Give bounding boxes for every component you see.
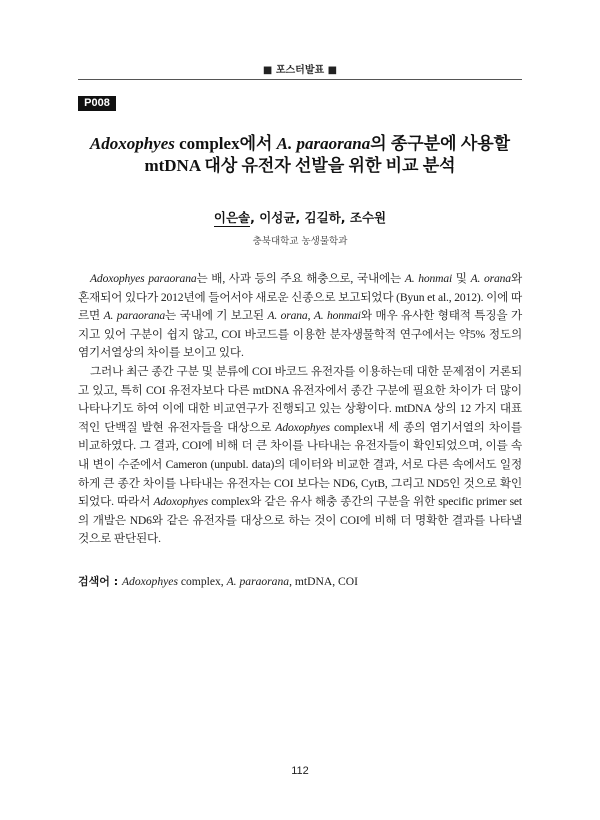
affiliation: 충북대학교 농생물학과 xyxy=(252,236,348,247)
title-segment: 의 종구분에 사용할 xyxy=(370,134,511,153)
section-header-label: ■ 포스터발표 ■ xyxy=(262,65,338,76)
italic-term: A. orana xyxy=(267,309,308,323)
text-run: complex내 세 종의 염기서열의 차이를 비교하였다. 그 결과, COI에 비해 더 큰 차이를 나타내는 유전자들이 확인되었으며, 이를 속내 변이 수준에서 Cameron (unpubl. data)의 데이터와 비교한 결과, 서로 다른 속에서도 일정하게 큰 종간 차이를 나타내는 유전자는 COI 보다는 ND6, CytB, 그리고 ND5인 것으로 확인되었다. 따라서 xyxy=(78,420,522,509)
header-divider xyxy=(78,79,522,80)
abstract-paragraph-1 xyxy=(78,270,522,363)
text-run: , mtDNA, COI xyxy=(289,575,358,588)
page-number: 112 xyxy=(291,765,309,777)
title-genus: Adoxophyes xyxy=(89,134,175,153)
text-run: 는 배, 사과 등의 주요 해충으로, 국내에는 xyxy=(196,272,405,285)
text-run: 그러나 최근 종간 구분 및 분류에 COI 바코드 유전자를 이용하는데 대한 문제점이 거론되고 있고, 특히 COI 유전자보다 다른 mtDNA 유전자에서 종간 구분에 필요한 차이가 더 많이 나타나기도 하여 이에 대한 비교연구가 진행되고 있는 상황이다. mtDNA 상의 12 가지 대표적인 단백질 발현 유전자들을 대상으로 xyxy=(78,364,522,434)
italic-term: Adoxophyes paraorana xyxy=(90,272,197,285)
text-run: 와 혼재되어 있다가 2012년에 들어서야 새로운 신종으로 보고되었다 (Byun et al., 2012). 이에 따르면 xyxy=(78,272,522,323)
text-run: 및 xyxy=(452,272,471,285)
title-species: A. paraorana xyxy=(276,134,371,153)
co-authors: , 이성균, 김길하, 조수원 xyxy=(250,210,387,225)
text-run: 와 매우 유사한 형태적 특징을 가지고 있어 구분이 쉽지 않고, COI 바코드를 이용한 분자생물학적 연구에서는 약5% 정도의 염기서열상의 차이를 보이고 있다. xyxy=(78,309,522,360)
keywords-label: 검색어 : xyxy=(78,575,122,588)
abstract-body xyxy=(78,270,522,549)
italic-term: Adoxophyes xyxy=(121,575,178,588)
text-run: , xyxy=(307,309,314,323)
author-list xyxy=(0,208,600,226)
italic-term: A. paraorana xyxy=(226,575,290,588)
text-run: 는 국내에 기 보고된 xyxy=(165,309,268,323)
text-run: complex와 같은 유사 해충 종간의 구분을 위한 specific primer set의 개발은 ND6와 같은 유전자를 대상으로 하는 것이 COI에 비해 더 명확한 결과를 나타낼 것으로 판단된다. xyxy=(78,495,522,546)
italic-term: A. paraorana xyxy=(103,309,166,323)
italic-term: A. honmai xyxy=(404,272,453,285)
italic-term: A. honmai xyxy=(313,309,361,323)
paper-title xyxy=(78,133,522,177)
keywords-values xyxy=(122,575,358,588)
title-segment: complex에서 xyxy=(174,134,277,153)
italic-term: Adoxophyes xyxy=(153,495,208,509)
text-run: complex, xyxy=(177,575,227,588)
italic-term: A. orana xyxy=(470,272,511,285)
abstract-paragraph-2 xyxy=(78,363,522,549)
title-line-1 xyxy=(78,133,522,155)
italic-term: Adoxophyes xyxy=(275,420,330,434)
poster-code-badge: P008 xyxy=(78,96,116,111)
title-line-2: mtDNA 대상 유전자 선발을 위한 비교 분석 xyxy=(144,156,456,175)
presenting-author: 이은솔 xyxy=(213,210,251,225)
keywords-line xyxy=(78,573,522,591)
